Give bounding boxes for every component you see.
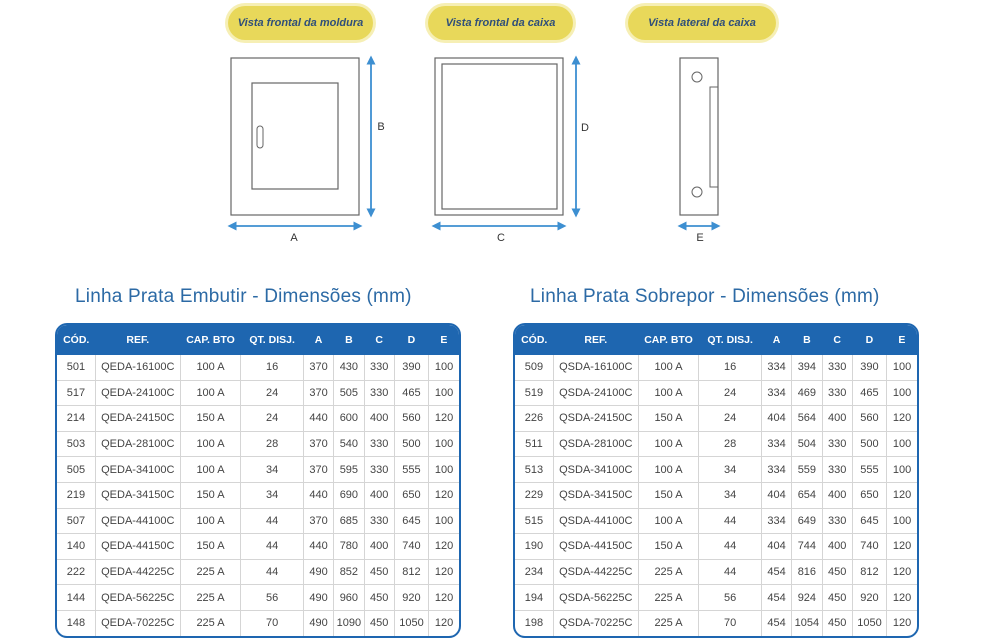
table-cell: QEDA-28100C — [95, 431, 180, 457]
table-cell: 56 — [699, 585, 762, 611]
table-cell: 370 — [303, 380, 333, 406]
table-cell: 150 A — [180, 406, 241, 432]
table-cell: 450 — [364, 559, 394, 585]
table-row — [57, 457, 459, 483]
table-cell: 34 — [699, 457, 762, 483]
table-cell: 229 — [515, 482, 553, 508]
table-cell: 404 — [761, 534, 791, 560]
table-cell: 100 A — [180, 508, 241, 534]
table-cell: 100 — [887, 431, 917, 457]
table-cell: 465 — [394, 380, 428, 406]
table-row — [515, 610, 917, 635]
table-row — [57, 406, 459, 432]
table-cell: 24 — [699, 406, 762, 432]
dimension-e-label: E — [696, 232, 704, 244]
table-row — [515, 585, 917, 611]
table-cell: 100 A — [638, 431, 699, 457]
table-cell: 150 A — [638, 406, 699, 432]
table-cell: 120 — [429, 534, 459, 560]
table-cell: 330 — [822, 355, 852, 380]
column-header: CAP. BTO — [180, 325, 241, 355]
table-cell: QSDA-34100C — [553, 457, 638, 483]
table-cell: 44 — [241, 508, 304, 534]
table-cell: 120 — [429, 482, 459, 508]
table-row — [515, 457, 917, 483]
table-cell: 560 — [852, 406, 886, 432]
table-cell: QEDA-24150C — [95, 406, 180, 432]
table-cell: 330 — [364, 457, 394, 483]
table-cell: QEDA-70225C — [95, 610, 180, 635]
column-header: B — [334, 325, 364, 355]
table-row — [515, 380, 917, 406]
technical-drawings — [0, 50, 1000, 250]
table-cell: 144 — [57, 585, 95, 611]
sobrepor-title: Linha Prata Sobrepor - Dimensões (mm) — [530, 286, 880, 307]
table-cell: 34 — [241, 482, 304, 508]
table-cell: 924 — [792, 585, 822, 611]
table-cell: 330 — [822, 457, 852, 483]
table-cell: 150 A — [180, 482, 241, 508]
table-cell: 24 — [699, 380, 762, 406]
embutir-title: Linha Prata Embutir - Dimensões (mm) — [75, 286, 412, 307]
table-cell: 330 — [364, 355, 394, 380]
dimension-c-label: C — [497, 232, 505, 244]
table-cell: 16 — [699, 355, 762, 380]
table-header-row — [57, 325, 459, 355]
table-cell: 100 — [887, 355, 917, 380]
table-cell: QSDA-70225C — [553, 610, 638, 635]
table-row — [57, 559, 459, 585]
table-cell: 812 — [394, 559, 428, 585]
table-cell: 70 — [699, 610, 762, 635]
table-cell: 330 — [822, 431, 852, 457]
table-header-row — [515, 325, 917, 355]
table-cell: 225 A — [638, 585, 699, 611]
table-cell: 34 — [241, 457, 304, 483]
table-cell: QEDA-44150C — [95, 534, 180, 560]
table-cell: 450 — [822, 610, 852, 635]
table-cell: 505 — [57, 457, 95, 483]
table-row — [57, 534, 459, 560]
table-cell: 100 — [429, 508, 459, 534]
table-cell: 685 — [334, 508, 364, 534]
table-cell: QSDA-44225C — [553, 559, 638, 585]
table-row — [57, 508, 459, 534]
table-cell: 198 — [515, 610, 553, 635]
column-header: D — [852, 325, 886, 355]
table-cell: 150 A — [638, 482, 699, 508]
table-cell: 100 — [429, 457, 459, 483]
dimension-d-label: D — [581, 122, 589, 134]
table-row — [515, 508, 917, 534]
table-cell: 740 — [852, 534, 886, 560]
table-cell: 400 — [364, 406, 394, 432]
table-cell: 120 — [887, 559, 917, 585]
table-cell: 450 — [822, 559, 852, 585]
table-cell: 225 A — [180, 610, 241, 635]
table-cell: 120 — [887, 534, 917, 560]
table-cell: 100 — [887, 457, 917, 483]
table-cell: 595 — [334, 457, 364, 483]
table-cell: 120 — [892, 617, 912, 630]
table-cell: 100 A — [180, 457, 241, 483]
table-cell: 100 A — [180, 431, 241, 457]
table-cell: 225 A — [638, 559, 699, 585]
dimension-b-label: B — [377, 121, 385, 133]
table-row — [515, 406, 917, 432]
table-cell: 120 — [434, 617, 454, 630]
column-header: E — [429, 325, 459, 355]
table-cell: 812 — [852, 559, 886, 585]
table-body — [57, 355, 459, 636]
table-cell: 404 — [761, 482, 791, 508]
table-cell: 513 — [515, 457, 553, 483]
column-header: A — [761, 325, 791, 355]
table-cell: 100 — [887, 508, 917, 534]
table-cell: QEDA-34150C — [95, 482, 180, 508]
table-cell: 490 — [303, 559, 333, 585]
table-cell: 654 — [792, 482, 822, 508]
table-cell: 330 — [364, 431, 394, 457]
table-cell: 440 — [303, 534, 333, 560]
table-cell: 450 — [822, 585, 852, 611]
table-cell: 404 — [761, 406, 791, 432]
table-cell: 400 — [364, 534, 394, 560]
column-header: D — [394, 325, 428, 355]
table-cell: 650 — [394, 482, 428, 508]
table-cell: QSDA-24150C — [553, 406, 638, 432]
table-row — [57, 380, 459, 406]
table-cell: 44 — [699, 534, 762, 560]
table-cell: 450 — [364, 585, 394, 611]
table-cell: 519 — [515, 380, 553, 406]
table-cell: QSDA-34150C — [553, 482, 638, 508]
table-cell: 440 — [303, 406, 333, 432]
table-cell: QSDA-44100C — [553, 508, 638, 534]
table-row — [57, 431, 459, 457]
table-cell: 120 — [887, 482, 917, 508]
table-cell: 560 — [394, 406, 428, 432]
table-cell: QEDA-24100C — [95, 380, 180, 406]
table-cell: 44 — [699, 559, 762, 585]
table-cell: 148 — [57, 610, 95, 635]
table-cell: 100 — [429, 380, 459, 406]
table-cell: 504 — [792, 431, 822, 457]
table-cell: 370 — [303, 431, 333, 457]
table-cell: 330 — [364, 508, 394, 534]
table-cell: 222 — [57, 559, 95, 585]
table-row — [515, 431, 917, 457]
table-cell: 370 — [303, 508, 333, 534]
sobrepor-table — [513, 323, 919, 638]
table-cell: 194 — [515, 585, 553, 611]
table-cell: 780 — [334, 534, 364, 560]
table-cell: 100 A — [638, 380, 699, 406]
table-cell: 190 — [515, 534, 553, 560]
table-cell: 920 — [394, 585, 428, 611]
table-cell: QSDA-16100C — [553, 355, 638, 380]
frame-front-view-label: Vista frontal da moldura — [228, 6, 373, 40]
table-cell: 400 — [822, 406, 852, 432]
table-cell: 515 — [515, 508, 553, 534]
table-cell: 740 — [394, 534, 428, 560]
table-cell: 120 — [429, 559, 459, 585]
table-cell: 330 — [822, 508, 852, 534]
table-cell: 507 — [57, 508, 95, 534]
table-cell: 44 — [241, 534, 304, 560]
table-cell: 649 — [792, 508, 822, 534]
table-cell: 330 — [364, 380, 394, 406]
table-cell: 226 — [515, 406, 553, 432]
table-cell: 120 — [429, 406, 459, 432]
table-cell: 44 — [241, 559, 304, 585]
table-cell: 219 — [57, 482, 95, 508]
table-cell: 960 — [334, 585, 364, 611]
table-cell: 454 — [761, 585, 791, 611]
table-cell: 400 — [364, 482, 394, 508]
column-header: REF. — [95, 325, 180, 355]
table-cell: 400 — [822, 482, 852, 508]
dimension-a-label: A — [290, 232, 298, 244]
table-cell: QSDA-56225C — [553, 585, 638, 611]
table-cell: 370 — [303, 457, 333, 483]
table-cell: 44 — [699, 508, 762, 534]
table-cell: 555 — [852, 457, 886, 483]
table-cell: 564 — [792, 406, 822, 432]
table-cell: QSDA-28100C — [553, 431, 638, 457]
column-header: QT. DISJ. — [699, 325, 762, 355]
table-cell: 1050 — [852, 610, 886, 635]
table-cell: 140 — [57, 534, 95, 560]
table-cell: 650 — [852, 482, 886, 508]
table-cell: 34 — [699, 482, 762, 508]
table-cell: 100 — [429, 431, 459, 457]
table-cell: 214 — [57, 406, 95, 432]
table-cell: QSDA-44150C — [553, 534, 638, 560]
table-cell: 500 — [852, 431, 886, 457]
table-row — [57, 610, 459, 635]
table-cell: 100 A — [638, 355, 699, 380]
table-cell: 555 — [394, 457, 428, 483]
table-cell: 234 — [515, 559, 553, 585]
table-cell: 100 — [429, 355, 459, 380]
table-cell: 334 — [761, 380, 791, 406]
table-cell: 100 A — [638, 508, 699, 534]
table-row — [57, 355, 459, 380]
table-cell: 334 — [761, 457, 791, 483]
table-cell: 120 — [887, 585, 917, 611]
table-cell: 645 — [852, 508, 886, 534]
column-header: CÓD. — [57, 325, 95, 355]
table-cell: 852 — [334, 559, 364, 585]
table-cell: QEDA-34100C — [95, 457, 180, 483]
embutir-table — [55, 323, 461, 638]
table-cell: 225 A — [180, 585, 241, 611]
table-cell: 645 — [394, 508, 428, 534]
table-cell: 465 — [852, 380, 886, 406]
table-cell: 100 A — [638, 457, 699, 483]
table-cell: 390 — [394, 355, 428, 380]
table-row — [515, 559, 917, 585]
table-cell: 400 — [822, 534, 852, 560]
table-cell: 24 — [241, 406, 304, 432]
table-cell: 24 — [241, 380, 304, 406]
table-cell: 430 — [334, 355, 364, 380]
table-cell: QEDA-44225C — [95, 559, 180, 585]
table-cell: 225 A — [638, 610, 699, 635]
table-cell: 1050 — [394, 610, 428, 635]
table-cell: 454 — [761, 559, 791, 585]
table-cell: 469 — [792, 380, 822, 406]
table-cell: 500 — [394, 431, 428, 457]
table-cell: QEDA-16100C — [95, 355, 180, 380]
table-cell: 450 — [364, 610, 394, 635]
table-cell: 334 — [761, 508, 791, 534]
table-cell: QEDA-44100C — [95, 508, 180, 534]
box-front-view-label: Vista frontal da caixa — [428, 6, 573, 40]
column-header: A — [303, 325, 333, 355]
table-row — [57, 585, 459, 611]
table-cell: 505 — [334, 380, 364, 406]
table-cell: 490 — [303, 610, 333, 635]
table-row — [515, 534, 917, 560]
table-cell: 490 — [303, 585, 333, 611]
table-cell: 330 — [822, 380, 852, 406]
table-cell: 225 A — [180, 559, 241, 585]
table-body — [515, 355, 917, 636]
table-cell: 540 — [334, 431, 364, 457]
table-cell: 920 — [852, 585, 886, 611]
table-cell: 503 — [57, 431, 95, 457]
table-cell: 744 — [792, 534, 822, 560]
column-header: CÓD. — [515, 325, 553, 355]
column-header: C — [822, 325, 852, 355]
column-header: C — [364, 325, 394, 355]
table-cell: 501 — [57, 355, 95, 380]
table-cell: 120 — [887, 406, 917, 432]
table-row — [57, 482, 459, 508]
table-cell: 120 — [429, 585, 459, 611]
table-cell: 1054 — [792, 610, 822, 635]
table-cell: 690 — [334, 482, 364, 508]
table-row — [515, 355, 917, 380]
table-cell: 394 — [792, 355, 822, 380]
column-header: QT. DISJ. — [241, 325, 304, 355]
table-row — [515, 482, 917, 508]
table-cell: 390 — [852, 355, 886, 380]
column-header: CAP. BTO — [638, 325, 699, 355]
column-header: REF. — [553, 325, 638, 355]
table-cell: 559 — [792, 457, 822, 483]
table-cell: 370 — [303, 355, 333, 380]
table-cell: 816 — [792, 559, 822, 585]
table-cell: 509 — [515, 355, 553, 380]
frame-front-drawing — [231, 58, 359, 215]
box-front-drawing — [435, 58, 563, 215]
table-cell: 70 — [241, 610, 304, 635]
table-cell: 28 — [241, 431, 304, 457]
table-cell: 16 — [241, 355, 304, 380]
table-cell: 56 — [241, 585, 304, 611]
table-cell: 150 A — [638, 534, 699, 560]
table-cell: 100 A — [180, 380, 241, 406]
table-cell: 511 — [515, 431, 553, 457]
table-cell: QEDA-56225C — [95, 585, 180, 611]
table-cell: 334 — [761, 355, 791, 380]
column-header: B — [792, 325, 822, 355]
table-cell: 334 — [761, 431, 791, 457]
box-side-drawing — [680, 58, 718, 215]
table-cell: QSDA-24100C — [553, 380, 638, 406]
table-cell: 28 — [699, 431, 762, 457]
column-header: E — [887, 325, 917, 355]
box-side-view-label: Vista lateral da caixa — [628, 6, 776, 40]
table-cell: 100 — [887, 380, 917, 406]
table-cell: 440 — [303, 482, 333, 508]
table-cell: 150 A — [180, 534, 241, 560]
table-cell: 1090 — [334, 610, 364, 635]
table-cell: 600 — [334, 406, 364, 432]
table-cell: 517 — [57, 380, 95, 406]
table-cell: 454 — [761, 610, 791, 635]
table-cell: 100 A — [180, 355, 241, 380]
